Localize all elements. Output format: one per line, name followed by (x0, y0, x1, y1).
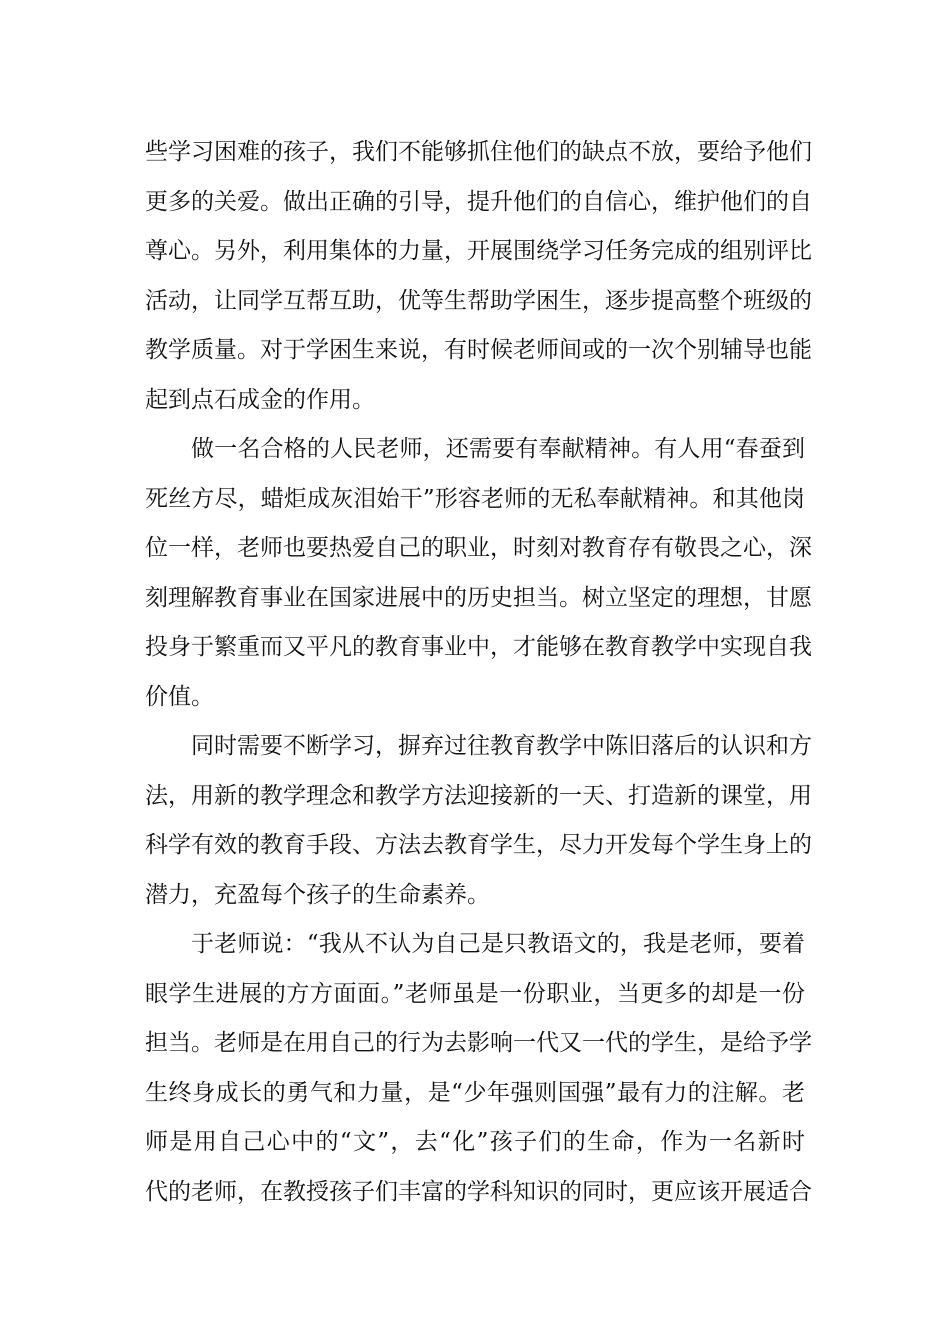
paragraph-4-line-3: 担当。老师是在用自己的行为去影响一代又一代的学生，是给予学 (145, 1030, 812, 1056)
paragraph-3-line-4: 潜力，充盈每个孩子的生命素养。 (145, 881, 490, 908)
paragraph-4-line-6: 代的老师，在教授孩子们丰富的学科知识的同时，更应该开展适合 (145, 1178, 812, 1205)
paragraph-4-line-4: 生终身成长的勇气和力量，是“少年强则国强”最有力的注解。老 (145, 1079, 805, 1106)
paragraph-1-line-2: 更多的关爱。做出正确的引导，提升他们的自信心，维护他们的自 (145, 188, 812, 215)
paragraph-3-line-1: 同时需要不断学习，摒弃过往教育教学中陈旧落后的认识和方 (191, 733, 812, 759)
paragraph-2-line-2: 死丝方尽，蜡炬成灰泪始干”形容老师的无私奉献精神。和其他岗 (145, 485, 805, 512)
paragraph-2-line-4: 刻理解教育事业在国家进展中的历史担当。树立坚定的理想，甘愿 (145, 584, 812, 611)
paragraph-1-line-5: 教学质量。对于学困生来说，有时候老师间或的一次个别辅导也能 (145, 337, 812, 363)
paragraph-1-line-4: 活动，让同学互帮互助，优等生帮助学困生，逐步提高整个班级的 (145, 287, 812, 314)
paragraph-3-line-2: 法，用新的教学理念和教学方法迎接新的一天、打造新的课堂，用 (145, 782, 812, 809)
paragraph-2-line-1: 做一名合格的人民老师，还需要有奉献精神。有人用“春蚕到 (191, 436, 805, 462)
paragraph-4-line-2: 眼学生进展的方方面面。”老师虽是一份职业，当更多的却是一份 (145, 980, 805, 1007)
paragraph-2-line-5: 投身于繁重而又平凡的教育事业中，才能够在教育教学中实现自我 (145, 634, 812, 660)
paragraph-2-line-6: 价值。 (145, 683, 214, 710)
paragraph-4-line-1: 于老师说：“我从不认为自己是只教语文的，我是老师，要着 (191, 931, 805, 957)
paragraph-3-line-3: 科学有效的教育手段、方法去教育学生，尽力开发每个学生身上的 (145, 832, 812, 858)
paragraph-1-line-1: 些学习困难的孩子，我们不能够抓住他们的缺点不放，要给予他们 (145, 139, 812, 165)
paragraph-4-line-5: 师是用自己心中的“文”，去“化”孩子们的生命，作为一名新时 (145, 1129, 805, 1155)
paragraph-1-line-3: 尊心。另外，利用集体的力量，开展围绕学习任务完成的组别评比 (145, 238, 812, 264)
document-body (145, 128, 812, 1217)
paragraph-2-line-3: 位一样，老师也要热爱自己的职业，时刻对教育存有敬畏之心，深 (145, 535, 812, 561)
paragraph-1-line-6: 起到点石成金的作用。 (145, 386, 375, 413)
